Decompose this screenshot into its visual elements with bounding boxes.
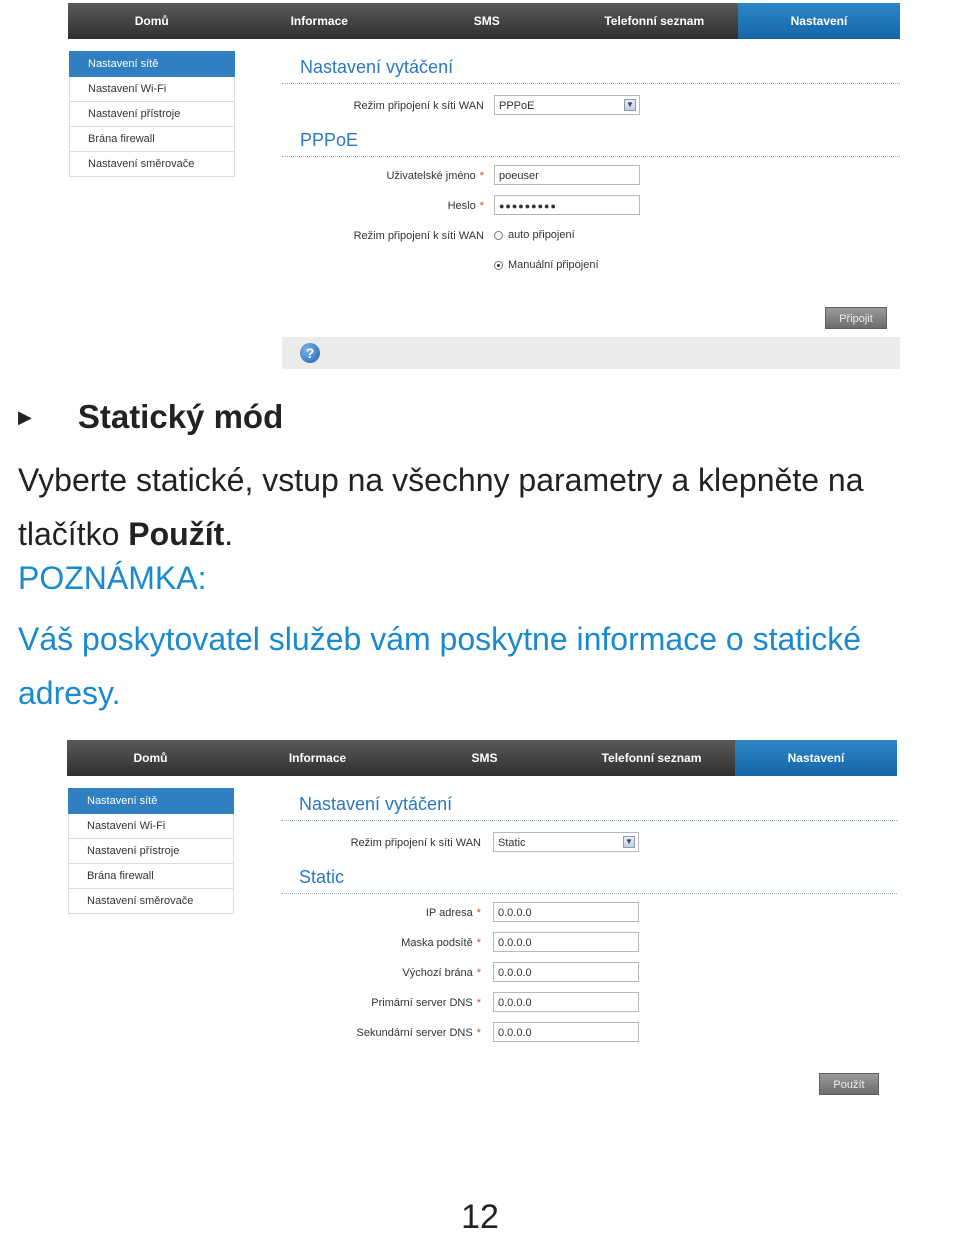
- radio-manual-circle[interactable]: [494, 261, 503, 270]
- mask-row: [281, 929, 897, 959]
- mask-label: Maska podsítě *: [401, 937, 481, 949]
- top-navigation: [68, 3, 900, 39]
- password-label: Heslo *: [447, 200, 484, 212]
- triangle-bullet-icon: ▶: [18, 406, 32, 427]
- dns2-input[interactable]: 0.0.0.0: [493, 1022, 639, 1042]
- sidebar-item-router[interactable]: Nastavení směrovače: [68, 889, 234, 914]
- dns1-label: Primární server DNS *: [371, 997, 481, 1009]
- wan-mode-value: Static: [498, 837, 526, 849]
- bullet-heading-text: Statický mód: [77, 398, 284, 435]
- password-input[interactable]: ●●●●●●●●●: [494, 195, 640, 215]
- connect-button[interactable]: Připojit: [825, 307, 887, 329]
- tab-sms[interactable]: SMS: [473, 14, 500, 28]
- radio-manual[interactable]: [494, 259, 599, 271]
- password-row: [282, 192, 900, 222]
- username-row: [282, 162, 900, 192]
- page-number: 12: [461, 1198, 499, 1236]
- wan-mode-row: [282, 92, 900, 122]
- sidebar-item-router[interactable]: Nastavení směrovače: [69, 152, 235, 177]
- help-icon[interactable]: ?: [300, 343, 320, 363]
- connection-mode-label: Režim připojení k síti WAN: [353, 230, 484, 242]
- dns2-row: [281, 1019, 897, 1049]
- wan-mode-select[interactable]: [493, 832, 639, 852]
- instruction-paragraph: Vyberte statické, vstup na všechny parametry a klepněte na tlačítko Použít.: [18, 462, 864, 552]
- radio-manual-label: Manuální připojení: [508, 259, 599, 271]
- apply-button[interactable]: Použít: [819, 1073, 879, 1095]
- tab-telefonni-seznam[interactable]: Telefonní seznam: [604, 14, 705, 28]
- required-mark: *: [479, 170, 484, 182]
- note-text: Váš poskytovatel služeb vám poskytne informace o statické adresy.: [18, 621, 862, 711]
- sidebar: [69, 51, 235, 177]
- username-label: Uživatelské jméno *: [386, 170, 484, 182]
- dns2-label: Sekundární server DNS *: [356, 1027, 481, 1039]
- gateway-row: [281, 959, 897, 989]
- page-title: Nastavení vytáčení: [281, 788, 897, 821]
- radio-auto-label: auto připojení: [508, 229, 575, 241]
- tab-informace[interactable]: Informace: [290, 14, 348, 28]
- mask-input[interactable]: 0.0.0.0: [493, 932, 639, 952]
- chevron-down-icon: ▼: [623, 836, 635, 848]
- apply-keyword: Použít: [128, 516, 225, 552]
- username-input[interactable]: poeuser: [494, 165, 640, 185]
- required-mark: *: [479, 200, 484, 212]
- manual-row: [282, 252, 900, 282]
- sidebar-item-device[interactable]: Nastavení přístroje: [69, 102, 235, 127]
- wan-mode-label: Režim připojení k síti WAN: [353, 100, 484, 112]
- ip-input[interactable]: 0.0.0.0: [493, 902, 639, 922]
- sidebar-item-network[interactable]: Nastavení sítě: [68, 788, 234, 814]
- ip-label: IP adresa *: [425, 907, 481, 919]
- page-title: Nastavení vytáčení: [282, 51, 900, 84]
- tab-informace[interactable]: Informace: [288, 751, 347, 765]
- section-title: PPPoE: [282, 124, 900, 157]
- sidebar-item-wifi[interactable]: Nastavení Wi-Fi: [68, 814, 234, 839]
- gateway-input[interactable]: 0.0.0.0: [493, 962, 639, 982]
- connection-mode-row: [282, 222, 900, 252]
- note-title: POZNÁMKA:: [18, 560, 207, 596]
- bullet-heading: [18, 398, 283, 436]
- sidebar-item-wifi[interactable]: Nastavení Wi-Fi: [69, 77, 235, 102]
- wan-mode-row: [281, 829, 897, 859]
- screenshot-static: [67, 740, 897, 1100]
- dns1-input[interactable]: 0.0.0.0: [493, 992, 639, 1012]
- tab-domu[interactable]: Domů: [134, 14, 169, 28]
- gateway-label: Výchozí brána *: [402, 967, 481, 979]
- section-title: Static: [281, 861, 897, 894]
- wan-mode-label: Režim připojení k síti WAN: [350, 837, 481, 849]
- tab-nastaveni[interactable]: Nastavení: [735, 740, 897, 776]
- tab-telefonni-seznam[interactable]: Telefonní seznam: [601, 751, 702, 765]
- sidebar-item-firewall[interactable]: Brána firewall: [68, 864, 234, 889]
- radio-auto[interactable]: [494, 229, 575, 241]
- sidebar-item-device[interactable]: Nastavení přístroje: [68, 839, 234, 864]
- sidebar-item-network[interactable]: Nastavení sítě: [69, 51, 235, 77]
- screenshot-pppoe: [68, 3, 900, 369]
- tab-domu[interactable]: Domů: [133, 751, 168, 765]
- sidebar-item-firewall[interactable]: Brána firewall: [69, 127, 235, 152]
- radio-auto-circle[interactable]: [494, 231, 503, 240]
- dns1-row: [281, 989, 897, 1019]
- sidebar: [68, 788, 234, 914]
- help-bar: [282, 337, 900, 369]
- chevron-down-icon: ▼: [624, 99, 636, 111]
- main-content: [282, 51, 900, 282]
- tab-sms[interactable]: SMS: [471, 751, 498, 765]
- wan-mode-select[interactable]: [494, 95, 640, 115]
- main-content: [281, 788, 897, 1049]
- wan-mode-value: PPPoE: [499, 100, 535, 112]
- top-navigation: [67, 740, 897, 776]
- tab-nastaveni[interactable]: Nastavení: [738, 3, 900, 39]
- ip-row: [281, 899, 897, 929]
